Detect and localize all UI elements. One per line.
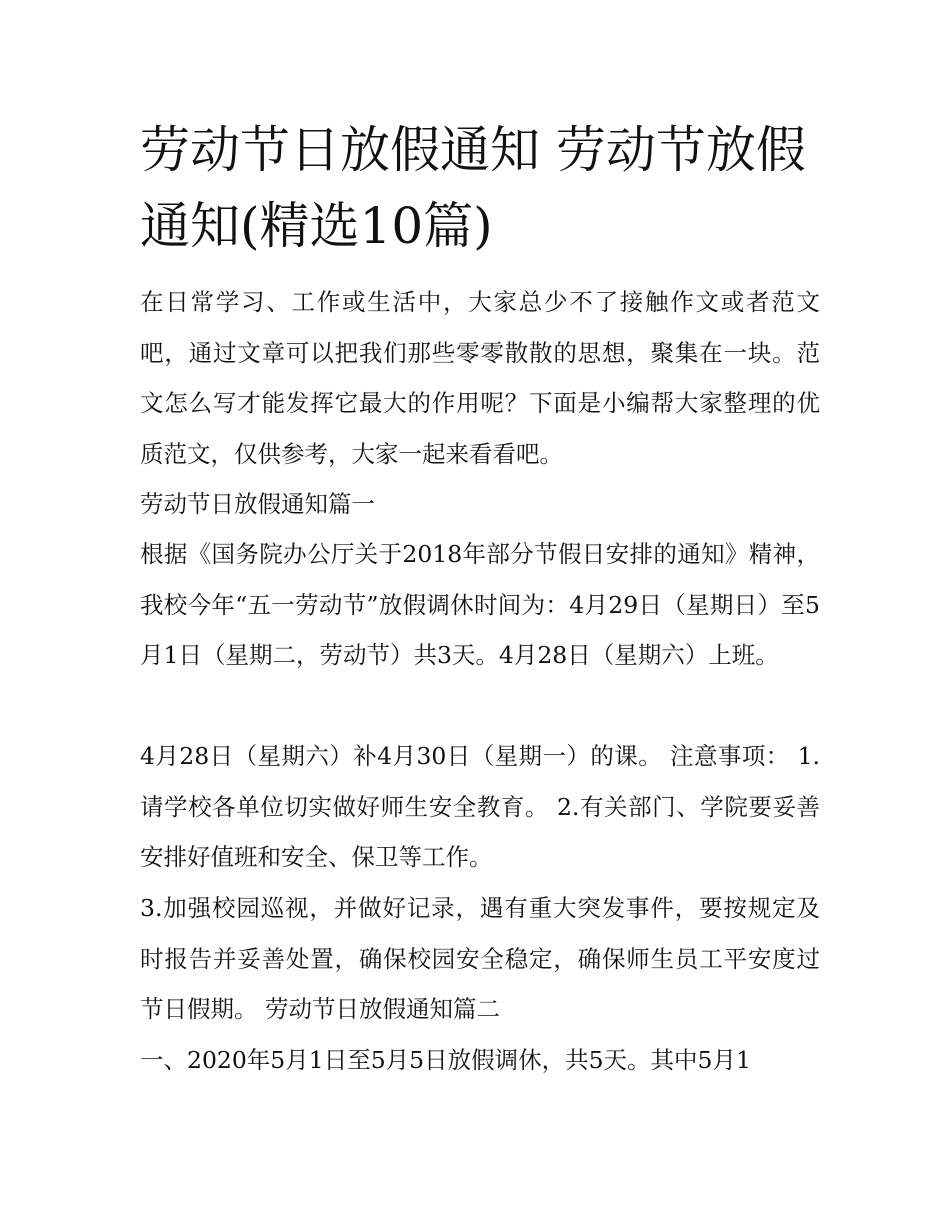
intro-paragraph: 在日常学习、工作或生活中，大家总少不了接触作文或者范文吧，通过文章可以把我们那些零零散散的思想，聚集在一块。范文怎么写才能发挥它最大的作用呢？下面是小编帮大家整理的优质范文，仅供参考，大家一起来看看吧。 [140, 288, 820, 468]
notice-paragraph-3: 3.加强校园巡视，并做好记录，遇有重大突发事件，要按规定及时报告并妥善处置，确保校园安全稳定，确保师生员工平安度过节日假期。 劳动节日放假通知篇二 [140, 894, 820, 1023]
notice-paragraph-4: 一、2020年5月1日至5月5日放假调休，共5天。其中5月1 [140, 1046, 751, 1074]
notice-paragraph-1: 根据《国务院办公厅关于2018年部分节假日安排的通知》精神，我校今年“五一劳动节”放假调休时间为：4月29日（星期日）至5月1日（星期二，劳动节）共3天。4月28日（星期六）上班。 [140, 540, 820, 669]
document-title: 劳动节日放假通知 劳动节放假通知(精选10篇) [140, 121, 806, 255]
section-heading-1: 劳动节日放假通知篇一 [140, 490, 375, 518]
notice-paragraph-2: 4月28日（星期六）补4月30日（星期一）的课。 注意事项： 1.请学校各单位切实做好师生安全教育。 2.有关部门、学院要妥善安排好值班和安全、保卫等工作。 [140, 742, 820, 871]
